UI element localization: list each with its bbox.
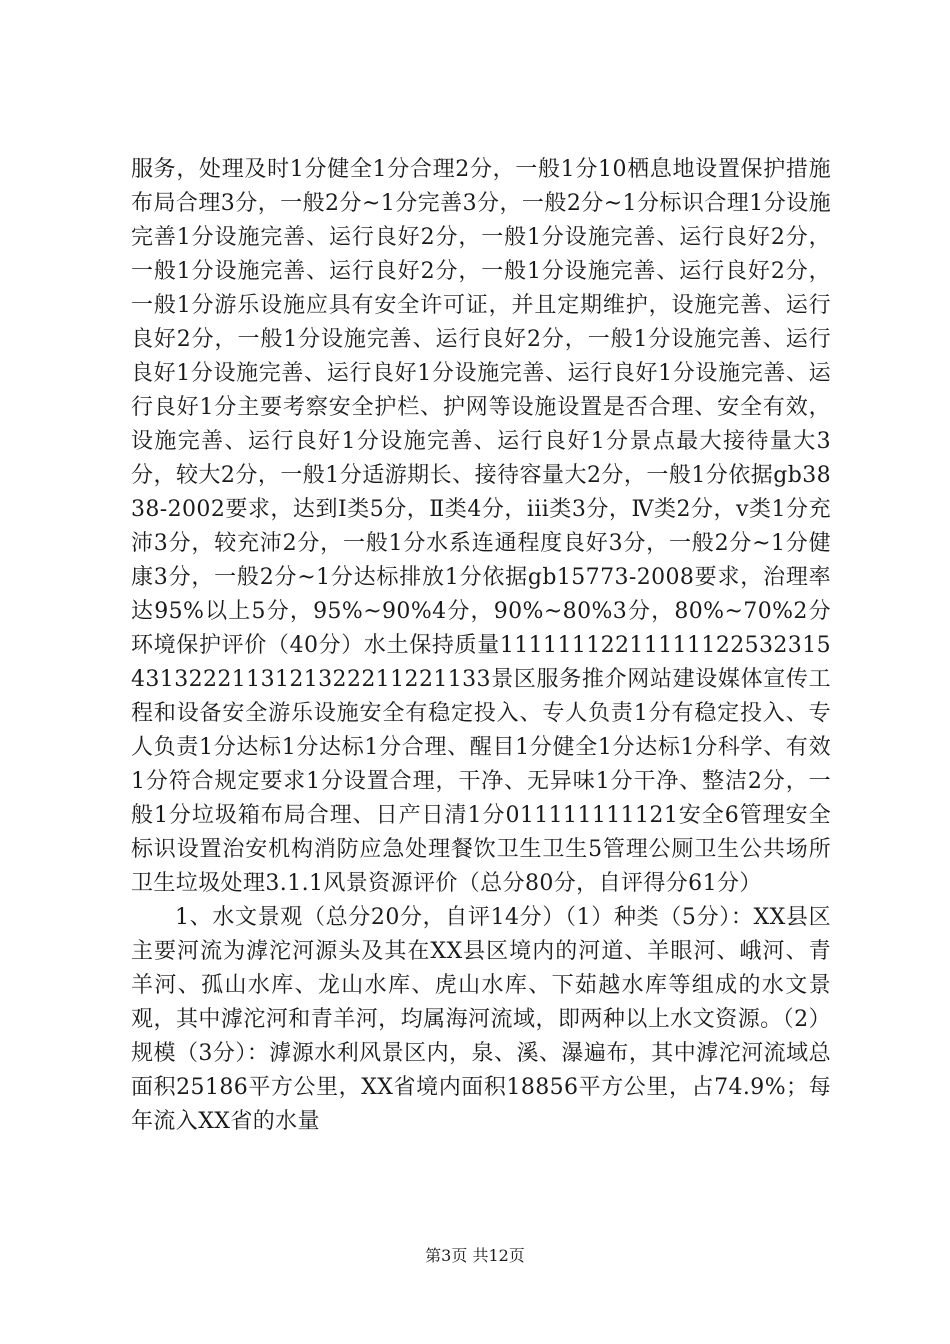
- paragraph-1: 服务，处理及时1分健全1分合理2分，一般1分10栖息地设置保护措施布局合理3分，一般2分~1分完善3分，一般2分~1分标识合理1分设施完善1分设施完善、运行良好2分，一般1分设施完善、运行良好2分，一般1分设施完善、运行良好2分，一般1分设施完善、运行良好2分，一般1分游乐设施应具有安全许可证，并且定期维护，设施完善、运行良好2分，一般1分设施完善、运行良好2分，一般1分设施完善、运行良好1分设施完善、运行良好1分设施完善、运行良好1分设施完善、运行良好1分主要考察安全护栏、护网等设施设置是否合理、安全有效，设施完善、运行良好1分设施完善、运行良好1分景点最大接待量大3分，较大2分，一般1分适游期长、接待容量大2分，一般1分依据gb3838-2002要求，达到Ⅰ类5分，Ⅱ类4分，iii类3分，Ⅳ类2分，v类1分充沛3分，较充沛2分，一般1分水系连通程度良好3分，一般2分~1分健康3分，一般2分~1分达标排放1分依据gb15773-2008要求，治理率达95%以上5分，95%~90%4分，90%~80%3分，80%~70%2分环境保护评价（40分）水土保持质量111111122111111225323154313222113121322211221133景区服务推介网站建设媒体宣传工程和设备安全游乐设施安全有稳定投入、专人负责1分有稳定投入、专人负责1分达标1分达标1分合理、醒目1分健全1分达标1分科学、有效1分符合规定要求1分设置合理，干净、无异味1分干净、整洁2分，一般1分垃圾箱布局合理、日产日清1分011111111121安全6管理安全标识设置治安机构消防应急处理餐饮卫生卫生5管理公厕卫生公共场所卫生垃圾处理3.1.1风景资源评价（总分80分，自评得分61分）: [131, 157, 831, 896]
- page-footer: [0, 1243, 950, 1266]
- body-text: [131, 153, 831, 1139]
- paragraph-2: 1、水文景观（总分20分，自评14分）（1）种类（5分）：XX县区主要河流为滹沱河源头及其在XX县区境内的河道、羊眼河、峨河、青羊河、孤山水库、龙山水库、虎山水库、下茹越水库等组成的水文景观，其中滹沱河和青羊河，均属海河流域，即两种以上水文资源。（2）规模（3分）：滹源水利风景区内，泉、溪、瀑遍布，其中滹沱河流域总面积25186平方公里，XX省境内面积18856平方公里，占74.9%；每年流入XX省的水量: [131, 905, 831, 1134]
- page-number-label: 第3页 共12页: [425, 1246, 525, 1265]
